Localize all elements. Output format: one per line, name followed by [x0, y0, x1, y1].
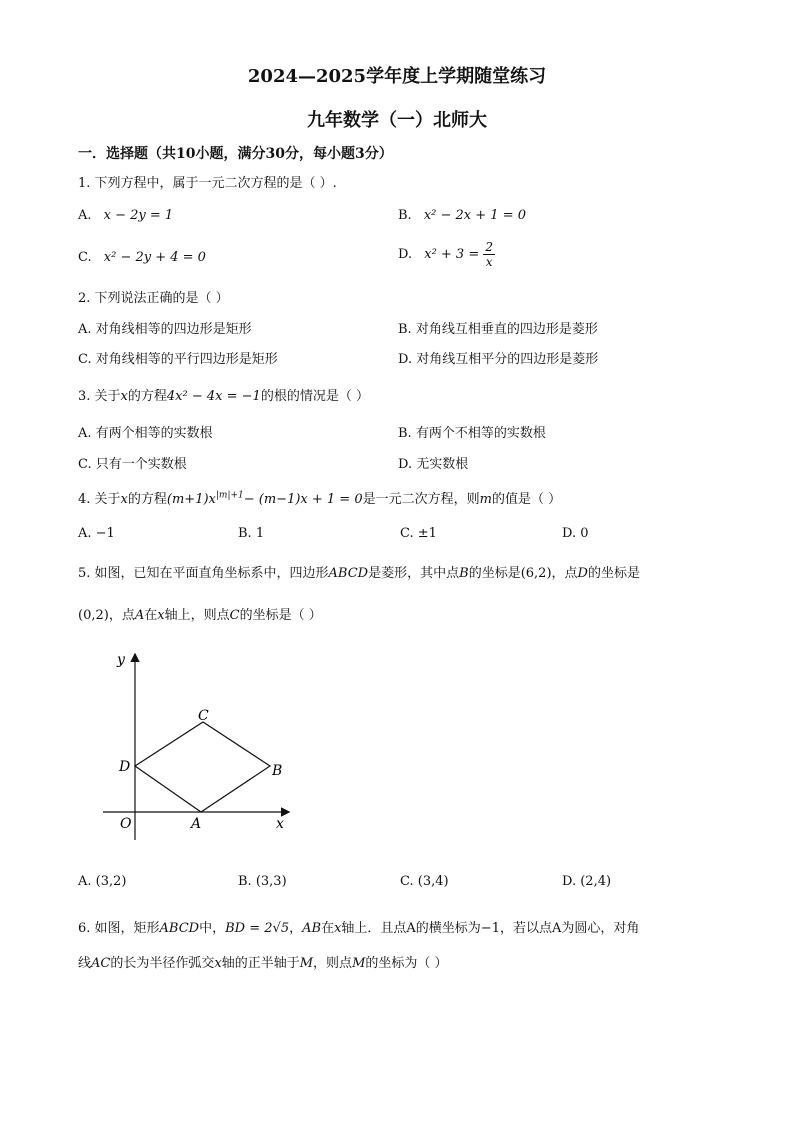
- q2-option-d: D. 对角线互相平分的四边形是菱形: [398, 352, 599, 367]
- q1-option-c-text: x² − 2y + 4 = 0: [103, 250, 206, 265]
- q5-l1-d: ，点: [551, 566, 578, 581]
- q6-l1-ab: AB: [302, 921, 322, 936]
- q5-l1-b: 是菱形，其中点: [368, 566, 460, 581]
- q5-l1-B: B: [459, 566, 469, 581]
- q4-stem-var: x: [120, 492, 128, 507]
- q5-option-a: A. (3,2): [78, 874, 127, 889]
- q4-exponent: |m|+1: [215, 490, 244, 501]
- x-axis-label: x: [276, 816, 284, 832]
- q2-option-c: C. 对角线相等的平行四边形是矩形: [78, 352, 278, 367]
- y-axis-label: y: [117, 652, 125, 668]
- q1-option-a-text: x − 2y = 1: [103, 208, 174, 223]
- q6-l2-a: 线: [78, 956, 92, 971]
- question-4-stem: [78, 488, 561, 507]
- q1-option-c: [78, 250, 206, 265]
- q4-option-a: A. −1: [78, 526, 115, 541]
- q5-l2-a: ，点: [108, 608, 135, 623]
- q6-l1-d: 在: [321, 921, 335, 936]
- q6-l2-b: 的长为半径作弧交: [110, 956, 215, 971]
- q4-equation-b: − (m−1)x + 1 = 0: [243, 492, 363, 507]
- q6-l2-c: 轴的正半轴于: [221, 956, 300, 971]
- q4-option-c: C. ±1: [400, 526, 437, 541]
- point-a-label: A: [191, 816, 202, 832]
- section-heading: 一．选择题（共10小题，满分30分，每小题3分）: [78, 146, 393, 162]
- q1-option-c-label: C.: [78, 250, 92, 265]
- q5-l1-abcd: ABCD: [328, 566, 369, 581]
- q3-option-c: C. 只有一个实数根: [78, 457, 187, 472]
- q6-l1-b: 中，: [199, 921, 226, 936]
- q6-l1-c: ，: [289, 921, 303, 936]
- q6-l2-x: x: [214, 956, 222, 971]
- q3-stem-mid: 的方程: [127, 389, 167, 404]
- q4-stem-post1: 是一元二次方程，则: [362, 492, 480, 507]
- q6-l2-M2: M: [352, 956, 366, 971]
- q4-stem-mid: 的方程: [127, 492, 167, 507]
- q1-option-b: [398, 208, 526, 223]
- q3-option-d: D. 无实数根: [398, 457, 469, 472]
- q6-l2-d: ，则点: [313, 956, 353, 971]
- point-b-label: B: [272, 763, 283, 779]
- question-5-line2: [78, 604, 322, 623]
- q4-equation-a: (m+1)x: [166, 492, 216, 507]
- q5-l2-x: x: [157, 608, 165, 623]
- q3-stem-pre: 3. 关于: [78, 389, 121, 404]
- q2-option-b: B. 对角线互相垂直的四边形是菱形: [398, 322, 598, 337]
- q3-stem-post: 的根的情况是（ ）: [260, 389, 369, 404]
- rhombus-abcd: [135, 722, 270, 812]
- q5-l2-d: 的坐标是（ ）: [239, 608, 322, 623]
- q4-stem-var2: m: [479, 492, 492, 507]
- q5-l2-A: A: [134, 608, 145, 623]
- q5-option-c: C. (3,4): [400, 874, 449, 889]
- q5-l1-c: 的坐标是: [468, 566, 521, 581]
- q6-l2-ac: AC: [91, 956, 111, 971]
- question-5-line1: [78, 562, 640, 581]
- q1-option-b-text: x² − 2x + 1 = 0: [423, 208, 526, 223]
- q1-option-b-label: B.: [398, 208, 412, 223]
- point-c-label: C: [198, 708, 209, 724]
- q5-option-d: D. (2,4): [562, 874, 612, 889]
- q3-stem-var: x: [120, 389, 128, 404]
- point-d-label: D: [119, 759, 131, 775]
- q1-option-d-fraction: [483, 240, 495, 269]
- q5-l1-Bcoord: (6,2): [520, 566, 552, 581]
- q1-option-d-text: x² + 3 =: [424, 247, 480, 262]
- q6-l1-bd: BD = 2√5: [225, 921, 290, 936]
- question-6-line1: [78, 917, 639, 936]
- q5-option-b: B. (3,3): [238, 874, 287, 889]
- q6-l1-e: 轴上．且点A的横坐标为−1，若以点A为圆心，对角: [341, 921, 640, 936]
- page-title: 2024—2025学年度上学期随堂练习: [247, 66, 547, 87]
- q5-l2-c: 轴上，则点: [164, 608, 230, 623]
- q5-l1-a: 5. 如图，已知在平面直角坐标系中，四边形: [78, 566, 329, 581]
- q3-equation: 4x² − 4x = −1: [166, 389, 261, 404]
- q5-l1-e: 的坐标是: [587, 566, 640, 581]
- q6-l2-M: M: [299, 956, 314, 971]
- q4-option-b: B. 1: [238, 526, 265, 541]
- q1-option-a-label: A.: [78, 208, 92, 223]
- q5-l2-C: C: [229, 608, 240, 623]
- q5-l1-D: D: [577, 566, 588, 581]
- q4-stem-pre: 4. 关于: [78, 492, 121, 507]
- q3-option-b: B. 有两个不相等的实数根: [398, 426, 546, 441]
- q5-l2-Dcoord: (0,2): [78, 608, 109, 623]
- question-6-line2: [78, 952, 448, 971]
- q6-l1-abcd: ABCD: [159, 921, 200, 936]
- q1-option-a: [78, 208, 173, 223]
- q6-l1-a: 6. 如图，矩形: [78, 921, 160, 936]
- question-1-stem: 1. 下列方程中，属于一元二次方程的是（ ）.: [78, 176, 337, 191]
- rhombus-diagram: [95, 645, 305, 845]
- origin-label: O: [120, 816, 132, 832]
- question-3-stem: [78, 385, 369, 404]
- q6-l2-e: 的坐标为（ ）: [365, 956, 448, 971]
- question-2-stem: 2. 下列说法正确的是（ ）: [78, 291, 229, 306]
- fraction-numerator: 2: [485, 240, 494, 254]
- q5-l2-b: 在: [144, 608, 158, 623]
- q4-stem-post2: 的值是（ ）: [491, 492, 562, 507]
- q6-l1-x: x: [334, 921, 342, 936]
- q4-option-d: D. 0: [562, 526, 589, 541]
- q1-option-d-label: D.: [398, 247, 413, 262]
- q1-option-d: [398, 240, 495, 269]
- q2-option-a: A. 对角线相等的四边形是矩形: [78, 322, 252, 337]
- q3-option-a: A. 有两个相等的实数根: [78, 426, 213, 441]
- page-subtitle: 九年数学（一）北师大: [307, 110, 487, 131]
- fraction-denominator: x: [485, 255, 493, 269]
